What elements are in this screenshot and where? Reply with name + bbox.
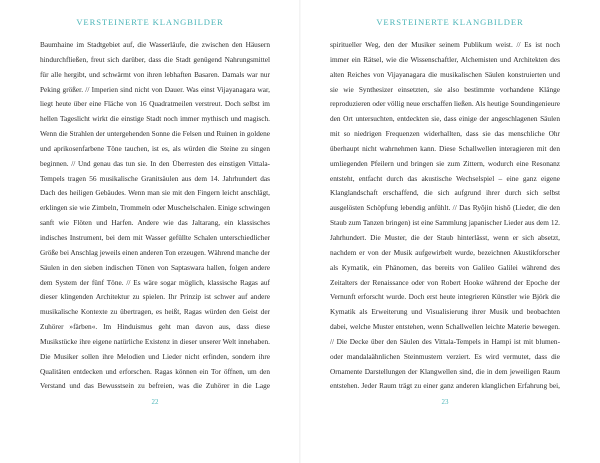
running-head: VERSTEINERTE KLANGBILDER bbox=[76, 17, 224, 27]
page-number: 23 bbox=[441, 398, 449, 406]
paragraph: spiritueller Weg, den der Musiker seinem Publikum weist. // Es ist noch immer ein Rätsel, wie die Wissenschaftler, Alchemisten und Architekten des alten Reiches von Vijayanagara die musikalischen Säulen konstruierten und sie wie Synthesizer einsetzten, sie also bestimmte vorhandene Klänge reproduzieren oder völlig neue erschaffen ließen. Als heutige Soundingenieure den Ort untersuchten, entdeckten sie, dass einige der angeschlagenen Säulen mit so niedrigen Frequenzen widerhallten, dass sie das menschliche Ohr überhaupt nicht wahrnehmen kann. Diese Schallwellen interagieren mit den umliegenden Pfeilern und bringen sie zum Zittern, wodurch eine Resonanz entsteht, entfacht durch das akustische Wechselspiel – eine ganz eigene Klanglandschaft erschaffend, die sich aufgrund ihrer durch sich selbst ausgelösten Schöpfung lebendig anfühlt. // Das Ryōjin hishō (Lieder, die den Staub zum Tanzen bringen) ist eine Sammlung japanischer Lieder aus dem 12. Jahrhundert. Die Muster, die der Staub hinterlässt, wenn er sich absetzt, nachdem er von der Musik aufgewirbelt wurde, bezeichnen Akustikforscher als Kymatik, ein Phänomen, das bereits von Galileo Galilei während des Zeitalters der Renaissance oder von Robert Hooke während der Epoche der Vernunft erforscht wurde. Doch erst heute integrieren Künstler wie Björk die Kymatik als Erweiterung und Visualisierung ihrer Musik und beobachten dabei, welche Muster entstehen, wenn Schallwellen leichte Materie bewegen. // Die Decke über den Säulen des Vittala-Tempels in Hampi ist mit blumen- oder mandalaähnlichen Steinmustern verziert. Es wird vermutet, dass die Ornamente Darstellungen der Klangwellen sind, die in dem jeweiligen Raum entstehen. Jeder Raum trägt zu einer ganz anderen klanglichen Erfahrung bei, bbox=[330, 40, 560, 391]
body-text bbox=[40, 38, 270, 394]
right-page bbox=[300, 0, 600, 463]
page-number: 22 bbox=[151, 398, 159, 406]
paragraph: Baumhaine im Stadtgebiet auf, die Wasserläufe, die zwischen den Häusern hindurchfließen, freut sich darüber, dass die Stadt genügend Nahrungsmittel für alle hergibt, und schwärmt von ihren lebhaften Basaren. Damals war nur Peking größer. // Imperien sind nicht von Dauer. Was einst Vijayanagara war, liegt heute über eine Fläche von 16 Quadratmeilen verstreut. Doch selbst im hellen Tageslicht wirkt die einstige Stadt noch immer mythisch und magisch. Wenn die Strahlen der untergehenden Sonne die Felsen und Ruinen in goldene und aprikosenfarbene Töne tauchen, ist es, als würden die Steine zu singen beginnen. // Und genau das tun sie. In den Überresten des einstigen Vittala-Tempels tragen 56 musikalische Granitsäulen aus dem 14. Jahrhundert das Dach des heiligen Gebäudes. Wenn man sie mit den Fingern leicht anschlägt, erklingen sie wie Zimbeln, Trommeln oder Muschelschalen. Einige schwingen sanft wie Flöten und Harfen. Andere wie das Jaltarang, ein klassisches indisches Instrument, bei dem mit Wasser gefüllte Schalen unterschiedlicher Größe bei Anschlag jeweils einen anderen Ton erzeugen. Während manche der Säulen in den sieben indischen Tönen von Saptaswara hallen, folgen andere dem System der fünf Töne. // Es wäre sogar möglich, klassische Ragas auf dieser klingenden Architektur zu spielen. Ihr Prinzip ist schwer auf andere musikalische Kontexte zu übertragen, es heißt, Ragas würden den Geist der Zuhörer »färben«. Im Hinduismus geht man davon aus, dass diese Musikstücke ihre eigene natürliche Existenz in dieser unserer Welt innehaben. Die Musiker sollen ihre Melodien und Lieder nicht erfinden, sondern ihre Qualitäten entdecken und erforschen. Ragas können ein Tor öffnen, um den Verstand und das Bewusstsein zu befreien, was die Zuhörer in die Lage bbox=[40, 40, 270, 391]
body-text bbox=[330, 38, 560, 394]
running-head: VERSTEINERTE KLANGBILDER bbox=[376, 17, 524, 27]
